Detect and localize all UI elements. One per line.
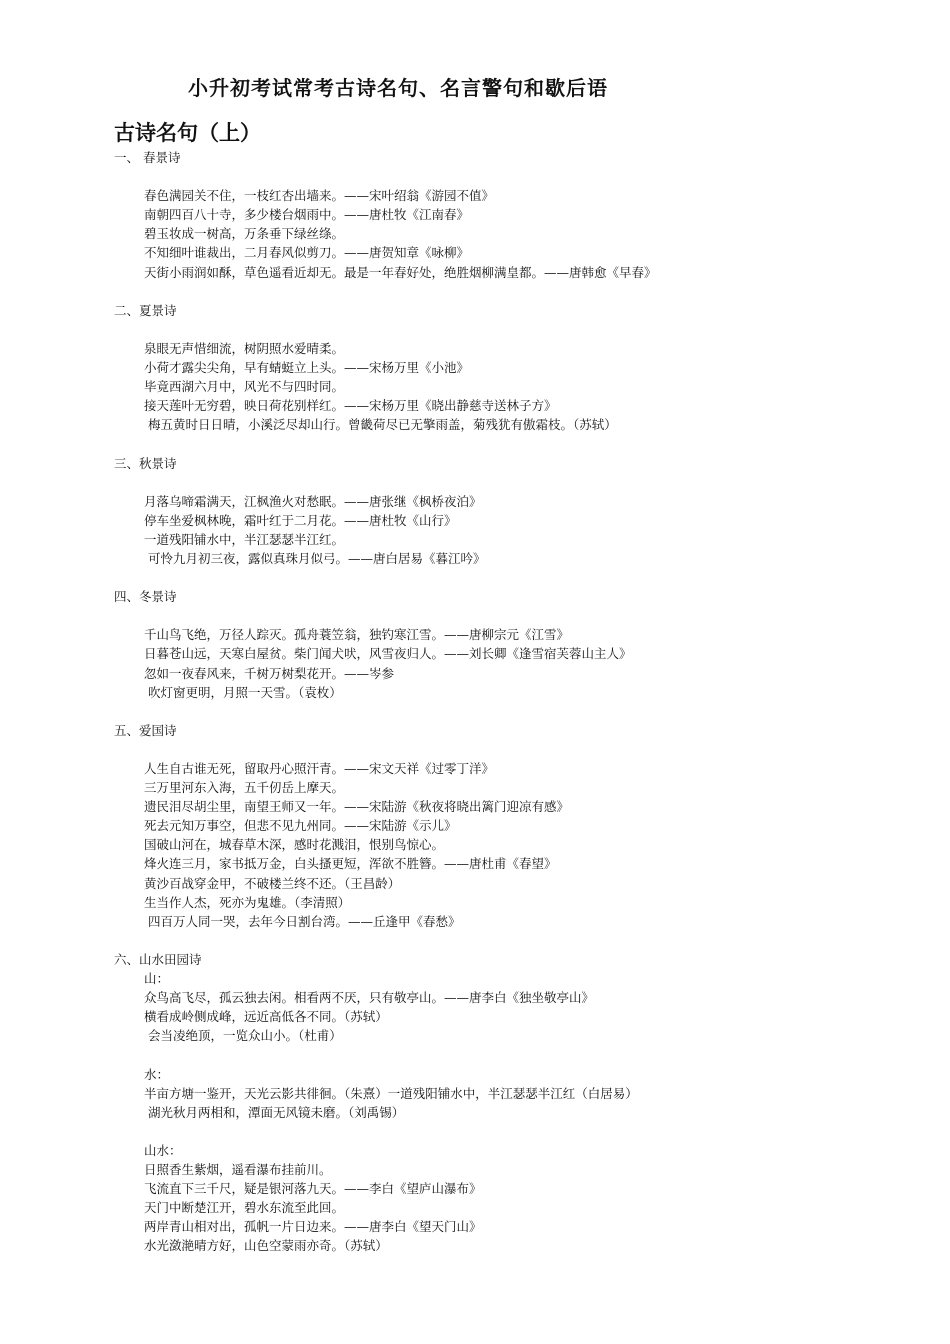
poem-line: 一道残阳铺水中，半江瑟瑟半江红。 xyxy=(144,531,345,547)
poem-line: 忽如一夜春风来，千树万树梨花开。——岑参 xyxy=(144,665,395,681)
poem-line: 吹灯窗更明，月照一天雪。（袁枚） xyxy=(148,684,342,700)
poem-line: 人生自古谁无死，留取丹心照汗青。——宋文天祥《过零丁洋》 xyxy=(144,761,495,776)
poem-line: 日暮苍山远，天寒白屋贫。柴门闻犬吠，风雪夜归人。——刘长卿《逢雪宿芙蓉山主人》 xyxy=(144,646,632,662)
poem-list xyxy=(114,148,914,1255)
poem-line: 国破山河在，城春草木深，感时花溅泪，恨别鸟惊心。 xyxy=(144,837,445,853)
poem-line: 梅五黄时日日晴，小溪泛尽却山行。曾畿荷尽已无擎雨盖，菊残犹有傲霜枝。（苏轼） xyxy=(148,417,617,433)
poem-line: 半亩方塘一鉴开，天光云影共徘徊。（朱熹）一道残阳铺水中，半江瑟瑟半江红（白居易） xyxy=(144,1085,638,1101)
subgroup-label-water: 水： xyxy=(144,1066,170,1082)
subgroup-label-mountain-water: 山水： xyxy=(144,1142,182,1158)
subgroup-label-mountain: 山： xyxy=(144,971,170,987)
poem-line: 天街小雨润如酥，草色遥看近却无。最是一年春好处，绝胜烟柳满皇都。——唐韩愈《早春》 xyxy=(144,264,657,280)
poem-line: 接天莲叶无穷碧，映日荷花别样红。——宋杨万里《晓出静慈寺送林子方》 xyxy=(144,398,557,414)
poem-line: 生当作人杰，死亦为鬼雄。（李清照） xyxy=(144,894,351,910)
poem-line: 毕竟西湖六月中，风光不与四时同。 xyxy=(144,379,345,395)
poem-line: 日照香生紫烟，遥看瀑布挂前川。 xyxy=(144,1161,332,1177)
poem-line: 两岸青山相对出，孤帆一片日边来。——唐李白《望天门山》 xyxy=(144,1219,482,1235)
group-heading-patriotic: 五、爱国诗 xyxy=(114,722,177,738)
poem-line: 遗民泪尽胡尘里，南望王师又一年。——宋陆游《秋夜将晓出篱门迎凉有感》 xyxy=(144,799,570,815)
page-title: 小升初考试常考古诗名句、名言警句和歇后语 xyxy=(188,76,608,100)
poem-line: 飞流直下三千尺，疑是银河落九天。——李白《望庐山瀑布》 xyxy=(144,1181,482,1197)
poem-line: 死去元知万事空，但悲不见九州同。——宋陆游《示儿》 xyxy=(144,818,457,834)
poem-line: 会当凌绝顶，一览众山小。（杜甫） xyxy=(148,1028,342,1044)
poem-line: 泉眼无声惜细流，树阴照水爱晴柔。 xyxy=(144,340,345,356)
group-heading-winter: 四、冬景诗 xyxy=(114,589,177,605)
poem-line: 月落乌啼霜满天，江枫渔火对愁眠。——唐张继《枫桥夜泊》 xyxy=(144,493,482,509)
group-heading-summer: 二、夏景诗 xyxy=(114,302,177,318)
poem-line: 三万里河东入海，五千仞岳上摩天。 xyxy=(144,780,345,796)
poem-line: 春色满园关不住，一枝红杏出墙来。——宋叶绍翁《游园不值》 xyxy=(144,188,495,204)
poem-line: 众鸟高飞尽，孤云独去闲。相看两不厌，只有敬亭山。——唐李白《独坐敬亭山》 xyxy=(144,990,595,1006)
poem-line: 小荷才露尖尖角，早有蜻蜓立上头。——宋杨万里《小池》 xyxy=(144,360,470,376)
poem-line: 可怜九月初三夜，露似真珠月似弓。——唐白居易《暮江吟》 xyxy=(148,550,486,566)
poem-line: 横看成岭侧成峰，远近高低各不同。（苏轼） xyxy=(144,1009,388,1025)
poem-line: 碧玉妆成一树高，万条垂下绿丝绦。 xyxy=(144,226,345,242)
poem-line: 湖光秋月两相和，潭面无风镜未磨。（刘禹锡） xyxy=(148,1104,405,1120)
group-heading-spring: 一、 春景诗 xyxy=(114,150,181,165)
poem-line: 不知细叶谁裁出，二月春风似剪刀。——唐贺知章《咏柳》 xyxy=(144,245,470,261)
poem-line: 四百万人同一哭，去年今日割台湾。——丘逢甲《春愁》 xyxy=(148,913,461,929)
section-title: 古诗名句（上） xyxy=(114,120,261,145)
poem-line: 天门中断楚江开，碧水东流至此回。 xyxy=(144,1200,345,1216)
poem-line: 千山鸟飞绝，万径人踪灭。孤舟蓑笠翁，独钓寒江雪。——唐柳宗元《江雪》 xyxy=(144,627,570,643)
group-heading-autumn: 三、秋景诗 xyxy=(114,455,177,471)
poem-line: 南朝四百八十寺，多少楼台烟雨中。——唐杜牧《江南春》 xyxy=(144,207,470,223)
poem-line: 水光潋滟晴方好，山色空蒙雨亦奇。（苏轼） xyxy=(144,1238,388,1254)
poem-line: 黄沙百战穿金甲，不破楼兰终不还。（王昌龄） xyxy=(144,875,401,891)
poem-line: 烽火连三月，家书抵万金，白头搔更短，浑欲不胜簪。——唐杜甫《春望》 xyxy=(144,856,557,872)
group-heading-landscape: 六、山水田园诗 xyxy=(114,951,202,967)
poem-line: 停车坐爱枫林晚，霜叶红于二月花。——唐杜牧《山行》 xyxy=(144,512,457,528)
